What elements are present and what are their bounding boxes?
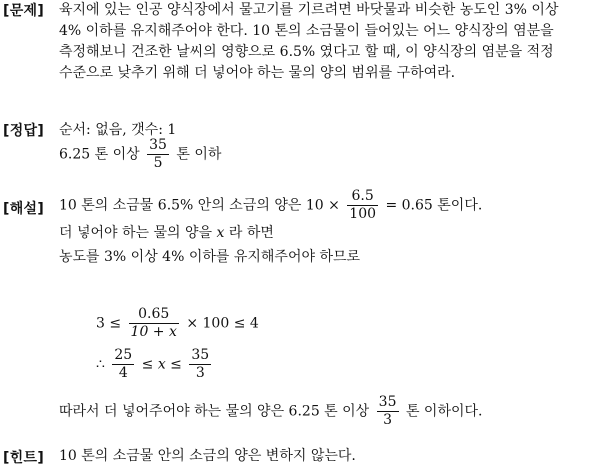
fraction-numerator: 35 bbox=[149, 137, 167, 153]
inequality-middle: ≤ x ≤ bbox=[141, 356, 182, 373]
inequality-lhs: 3 ≤ bbox=[96, 315, 122, 332]
problem-line: 4% 이하를 유지해주어야 한다. 10 톤의 소금물이 들어있는 어느 양식장의 염분을 bbox=[59, 23, 554, 39]
hint-line: 10 톤의 소금물 안의 소금의 양은 변하지 않는다. bbox=[59, 448, 356, 464]
fraction-denominator: 4 bbox=[118, 365, 128, 381]
salt-fraction bbox=[347, 188, 378, 223]
answer-range-start: 6.25 톤 이상 bbox=[59, 146, 140, 163]
inequality-2 bbox=[96, 347, 214, 382]
salt-amount-result: = 0.65 톤이다. bbox=[385, 197, 483, 214]
upper-bound-fraction bbox=[189, 347, 211, 382]
answer-tag: [정답] bbox=[3, 123, 45, 139]
conclusion-text: 톤 이하이다. bbox=[405, 403, 483, 420]
answer-line-2 bbox=[59, 137, 221, 172]
answer-line-1: 순서: 없음, 갯수: 1 bbox=[59, 122, 177, 138]
explanation-line-2 bbox=[59, 223, 274, 243]
explanation-text: 더 넣어야 하는 물의 양을 bbox=[59, 225, 213, 241]
conclusion-text: 따라서 더 넣어주어야 하는 물의 양은 6.25 톤 이상 bbox=[59, 403, 370, 420]
problem-line: 측정해보니 건조한 날씨의 영향으로 6.5% 였다고 할 때, 이 양식장의 염분을 적정 bbox=[59, 44, 554, 60]
problem-line: 수준으로 낮추기 위해 더 넣어야 하는 물의 양의 범위를 구하여라. bbox=[59, 65, 456, 81]
fraction-numerator: 25 bbox=[114, 347, 133, 363]
fraction-denominator: 3 bbox=[195, 365, 205, 381]
inequality-rhs: × 100 ≤ 4 bbox=[186, 315, 259, 332]
salt-amount-text: 10 톤의 소금물 6.5% 안의 소금의 양은 10 × bbox=[59, 197, 340, 214]
problem-line: 육지에 있는 인공 양식장에서 물고기를 기르려면 바닷물과 비슷한 농도인 3% 이상 bbox=[59, 2, 559, 18]
answer-fraction bbox=[147, 137, 169, 172]
explanation-tag: [해설] bbox=[3, 201, 45, 217]
therefore-symbol: ∴ bbox=[96, 356, 105, 373]
fraction-denominator: 5 bbox=[153, 155, 163, 171]
fraction-denominator: 10 + x bbox=[130, 324, 177, 340]
explanation-text: 라 하면 bbox=[228, 225, 274, 241]
fraction-denominator: 100 bbox=[349, 206, 377, 222]
fraction-numerator: 35 bbox=[191, 347, 210, 363]
problem-tag: [문제] bbox=[3, 3, 45, 19]
lower-bound-fraction bbox=[112, 347, 134, 382]
explanation-line-3: 농도를 3% 이상 4% 이하를 유지해주어야 하므로 bbox=[59, 249, 361, 265]
concentration-fraction bbox=[129, 306, 179, 341]
explanation-line-1 bbox=[59, 188, 482, 223]
fraction-numerator: 6.5 bbox=[347, 188, 378, 206]
inequality-1 bbox=[96, 306, 259, 341]
answer-range-end: 톤 이하 bbox=[176, 146, 222, 163]
conclusion-line bbox=[59, 394, 482, 429]
hint-tag: [힌트] bbox=[3, 450, 45, 466]
conclusion-fraction bbox=[377, 394, 399, 429]
fraction-numerator: 35 bbox=[378, 394, 397, 410]
variable-x: x bbox=[216, 225, 225, 241]
fraction-denominator: 3 bbox=[383, 412, 393, 428]
fraction-numerator: 0.65 bbox=[129, 306, 179, 324]
